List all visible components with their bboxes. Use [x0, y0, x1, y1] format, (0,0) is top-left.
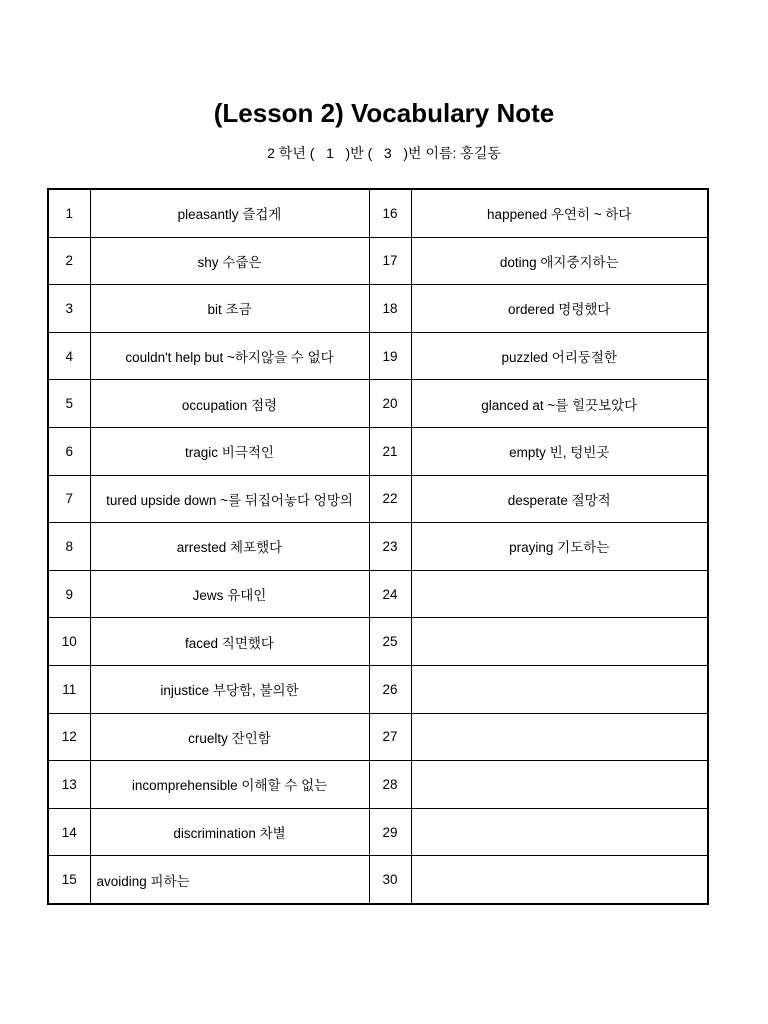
item-number: 4 [48, 332, 90, 380]
item-number: 8 [48, 523, 90, 571]
table-row [48, 618, 708, 666]
vocab-entry: ordered 명령했다 [411, 285, 708, 333]
item-number: 13 [48, 761, 90, 809]
table-row [48, 713, 708, 761]
vocab-entry: pleasantly 즐겁게 [90, 189, 369, 237]
vocab-entry: injustice 부당함, 불의한 [90, 665, 369, 713]
item-number: 11 [48, 665, 90, 713]
item-number: 25 [369, 618, 411, 666]
item-number: 17 [369, 237, 411, 285]
item-number: 16 [369, 189, 411, 237]
item-number: 28 [369, 761, 411, 809]
item-number: 5 [48, 380, 90, 428]
item-number: 6 [48, 427, 90, 475]
vocab-entry: puzzled 어리둥절한 [411, 332, 708, 380]
item-number: 22 [369, 475, 411, 523]
table-row [48, 761, 708, 809]
item-number: 1 [48, 189, 90, 237]
table-row [48, 285, 708, 333]
vocab-entry: happened 우연히 ~ 하다 [411, 189, 708, 237]
vocab-entry: couldn't help but ~하지않을 수 없다 [90, 332, 369, 380]
table-row [48, 237, 708, 285]
vocabulary-table [47, 188, 709, 905]
item-number: 2 [48, 237, 90, 285]
item-number: 3 [48, 285, 90, 333]
vocab-entry: incomprehensible 이해할 수 없는 [90, 761, 369, 809]
item-number: 29 [369, 808, 411, 856]
item-number: 9 [48, 570, 90, 618]
vocab-entry: shy 수줍은 [90, 237, 369, 285]
item-number: 20 [369, 380, 411, 428]
table-row [48, 808, 708, 856]
table-row [48, 189, 708, 237]
table-row [48, 665, 708, 713]
vocab-entry: Jews 유대인 [90, 570, 369, 618]
vocab-entry: arrested 체포했다 [90, 523, 369, 571]
vocab-entry [411, 713, 708, 761]
item-number: 15 [48, 856, 90, 904]
vocab-entry [411, 618, 708, 666]
table-row [48, 475, 708, 523]
table-row [48, 332, 708, 380]
item-number: 14 [48, 808, 90, 856]
page-title: (Lesson 2) Vocabulary Note [213, 98, 555, 128]
vocab-entry: tured upside down ~를 뒤집어놓다 엉망의 [90, 475, 369, 523]
vocab-entry: doting 애지중지하는 [411, 237, 708, 285]
item-number: 24 [369, 570, 411, 618]
vocab-entry: bit 조금 [90, 285, 369, 333]
vocab-entry [411, 808, 708, 856]
item-number: 19 [369, 332, 411, 380]
item-number: 10 [48, 618, 90, 666]
table-row [48, 380, 708, 428]
vocab-entry [411, 856, 708, 904]
vocab-entry: avoiding 피하는 [90, 856, 369, 904]
vocab-entry: occupation 점령 [90, 380, 369, 428]
item-number: 30 [369, 856, 411, 904]
vocab-entry [411, 570, 708, 618]
vocab-entry: glanced at ~를 힐끗보았다 [411, 380, 708, 428]
vocab-entry [411, 665, 708, 713]
student-info: 2 학년 ( 1 )반 ( 3 )번 이름: 홍길동 [267, 145, 501, 161]
item-number: 27 [369, 713, 411, 761]
vocab-entry: praying 기도하는 [411, 523, 708, 571]
item-number: 23 [369, 523, 411, 571]
table-row [48, 427, 708, 475]
item-number: 26 [369, 665, 411, 713]
table-row [48, 523, 708, 571]
vocab-entry: discrimination 차별 [90, 808, 369, 856]
item-number: 12 [48, 713, 90, 761]
table-row [48, 570, 708, 618]
item-number: 21 [369, 427, 411, 475]
vocab-entry: tragic 비극적인 [90, 427, 369, 475]
vocab-entry [411, 761, 708, 809]
table-row [48, 856, 708, 904]
vocab-entry: faced 직면했다 [90, 618, 369, 666]
item-number: 7 [48, 475, 90, 523]
item-number: 18 [369, 285, 411, 333]
vocab-entry: desperate 절망적 [411, 475, 708, 523]
vocab-entry: empty 빈, 텅빈곳 [411, 427, 708, 475]
vocab-entry: cruelty 잔인함 [90, 713, 369, 761]
